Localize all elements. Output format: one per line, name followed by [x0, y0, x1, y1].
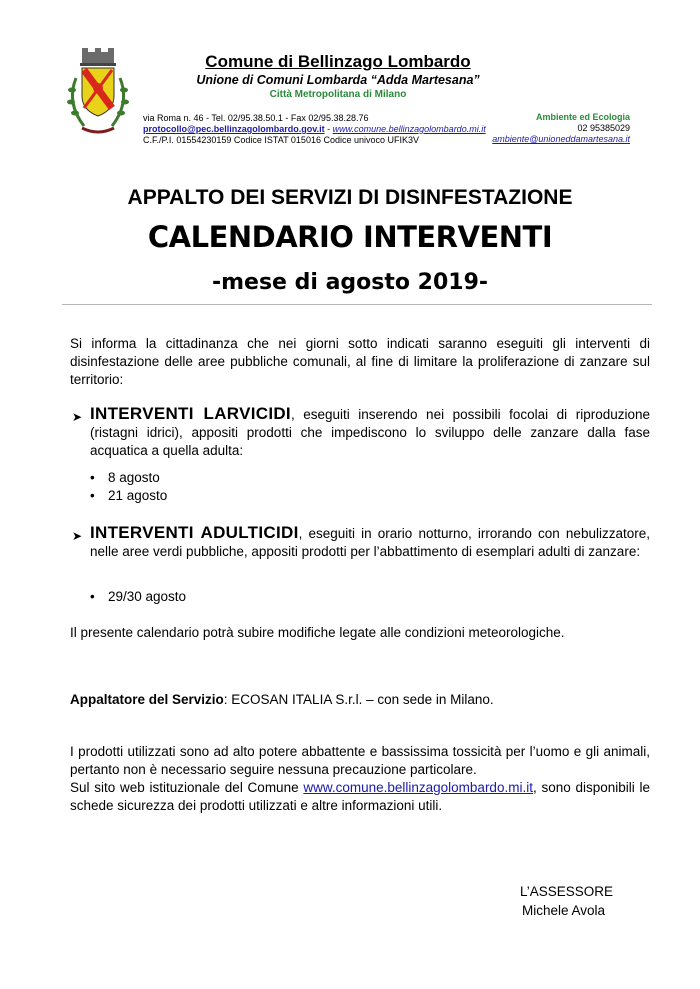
larvicidi-description: , eseguiti inserendo nei possibili focolai di riproduzione (ristagni idrici), appositi prodotti che impediscono lo sviluppo delle zanzare dalla fase acquatica a quella adulta:	[90, 407, 650, 458]
month-title: -mese di agosto 2019-	[211, 270, 489, 295]
website-link[interactable]: www.comune.bellinzagolombardo.mi.it	[303, 780, 533, 795]
pec-line	[143, 124, 486, 135]
bullet-icon: •	[90, 488, 95, 503]
contractor-line	[70, 692, 494, 707]
arrow-bullet-icon: ➤	[72, 410, 83, 424]
fiscal-line: C.F./P.I. 01554230159 Codice ISTAT 015016 Codice univoco UFIK3V	[143, 135, 420, 145]
products-info: I prodotti utilizzati sono ad alto potere abbattente e bassissima tossicità per l’uomo e gli animali, pertanto non è necessario seguire nessuna precauzione particolare.	[70, 744, 650, 777]
adulticidi-description: , eseguiti in orario notturno, irrorando con nebulizzatore, nelle aree verdi pubbliche, appositi prodotti per l’abbattimento di esemplari adulti di zanzare:	[90, 526, 650, 559]
signature-block	[520, 882, 613, 920]
larvicidi-section	[70, 405, 650, 460]
signature-name: Michele Avola	[522, 903, 606, 918]
header-title-block	[148, 52, 528, 101]
bullet-icon: •	[90, 589, 95, 604]
bullet-icon: •	[90, 470, 95, 485]
list-item: • 21 agosto	[90, 488, 168, 503]
adulticidi-dates-list	[90, 588, 186, 606]
website-link[interactable]: www.comune.bellinzagolombardo.mi.it	[332, 124, 486, 134]
municipal-crest-icon	[62, 48, 134, 140]
address-line: via Roma n. 46 - Tel. 02/95.38.50.1 - Fax 02/95.38.28.76	[143, 113, 369, 123]
list-item: • 29/30 agosto	[90, 589, 187, 604]
contractor-label: Appaltatore del Servizio	[70, 692, 224, 707]
adulticidi-section	[70, 524, 650, 561]
closing-paragraph	[70, 743, 650, 815]
list-item: • 8 agosto	[90, 470, 160, 485]
website-info: Sul sito web istituzionale del Comune www.comune.bellinzagolombardo.mi.it, sono disponibili le schede sicurezza dei prodotti utilizzati e altre informazioni utili.	[70, 780, 651, 813]
department-name: Ambiente ed Ecologia	[535, 112, 630, 122]
municipality-name: Comune di Bellinzago Lombardo	[205, 52, 471, 71]
weather-note: Il presente calendario potrà subire modifiche legate alle condizioni meteorologiche.	[70, 625, 565, 640]
separator: -	[324, 124, 333, 134]
union-name: Unione di Comuni Lombarda “Adda Martesana”	[196, 73, 480, 87]
calendar-title: CALENDARIO INTERVENTI	[147, 220, 553, 254]
department-phone: 02 95385029	[577, 123, 630, 133]
arrow-bullet-icon: ➤	[72, 529, 83, 543]
department-email-link[interactable]: ambiente@unioneddamartesana.it	[492, 134, 630, 144]
pec-email-link[interactable]: protocollo@pec.bellinzagolombardo.gov.it	[143, 124, 325, 134]
signature-role: L’ASSESSORE	[520, 884, 614, 899]
header-contacts	[143, 113, 486, 146]
department-contacts	[492, 112, 630, 145]
title-divider	[62, 304, 652, 305]
larvicidi-dates-list	[90, 469, 167, 505]
adulticidi-label: INTERVENTI ADULTICIDI	[90, 523, 299, 542]
intro-paragraph: Si informa la cittadinanza che nei giorni sotto indicati saranno eseguiti gli interventi di disinfestazione delle aree pubbliche comunali, al fine di limitare la proliferazione di zanzare sul territorio:	[70, 336, 650, 387]
larvicidi-label: INTERVENTI LARVICIDI	[90, 404, 291, 423]
contractor-value: : ECOSAN ITALIA S.r.l. – con sede in Milano.	[223, 692, 494, 707]
document-heading: APPALTO DEI SERVIZI DI DISINFESTAZIONE	[127, 186, 573, 209]
metropolitan-city: Città Metropolitana di Milano	[269, 89, 407, 100]
